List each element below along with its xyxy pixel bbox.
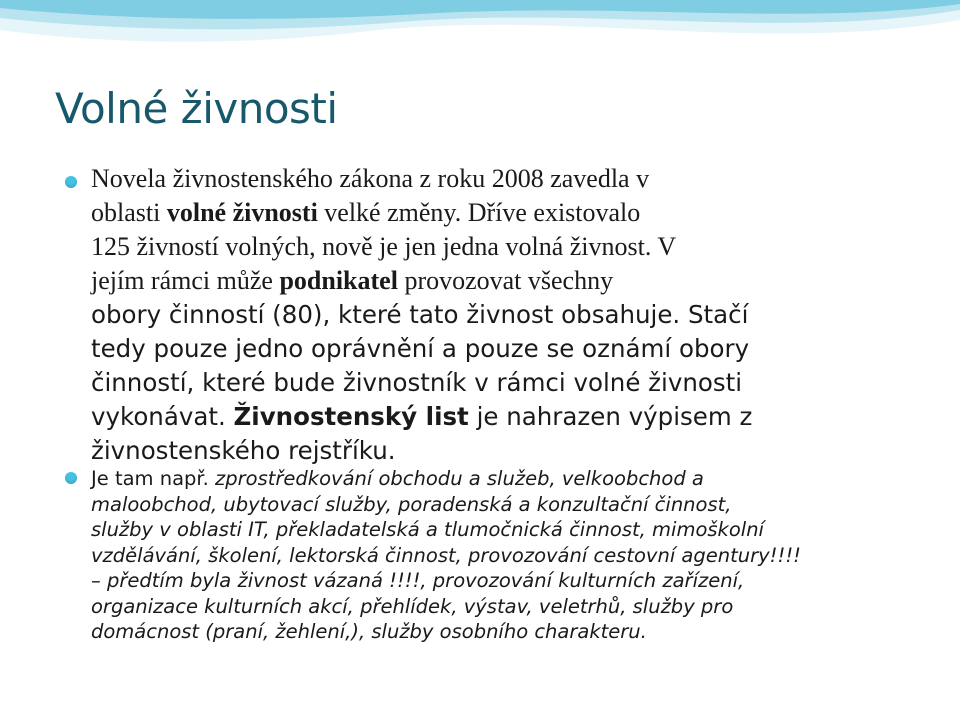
text-span: živnostenského rejstříku. xyxy=(91,436,396,465)
header-wave-decoration xyxy=(0,0,960,70)
bold-term-zivnostensky-list: Živnostenský list xyxy=(233,402,469,431)
text-span: Novela živnostenského zákona z roku 2008 zavedla v xyxy=(91,164,650,193)
text-span: je nahrazen výpisem z xyxy=(468,402,753,431)
text-span: obory činností (80), které tato živnost obsahuje. Stačí xyxy=(91,300,749,329)
text-span: jejím rámci může xyxy=(91,266,280,295)
text-span: Je tam např. xyxy=(91,467,216,490)
bullet-paragraph-2 xyxy=(91,466,951,645)
bold-term-volne-zivnosti: volné živnosti xyxy=(166,198,318,227)
italic-text: zprostředkování obchodu a služeb, velkoobchod a xyxy=(215,467,704,490)
text-span: oblasti xyxy=(91,198,167,227)
italic-text: domácnost (praní, žehlení,), služby osobního charakteru. xyxy=(91,620,647,643)
text-span: tedy pouze jedno oprávnění a pouze se oznámí obory xyxy=(91,334,750,363)
italic-text: – předtím byla živnost vázaná !!!!, provozování kulturních zařízení, xyxy=(91,569,745,592)
italic-text: maloobchod, ubytovací služby, poradenská a konzultační činnost, xyxy=(91,492,732,516)
bullet-paragraph-1 xyxy=(91,162,941,468)
italic-text: organizace kulturních akcí, přehlídek, výstav, veletrhů, služby pro xyxy=(91,594,734,618)
bold-term-podnikatel: podnikatel xyxy=(279,266,398,295)
bullet-icon xyxy=(65,472,77,484)
bullet-icon xyxy=(65,176,77,188)
italic-text: služby v oblasti IT, překladatelská a tlumočnická činnost, mimoškolní xyxy=(91,518,764,541)
text-span: velké změny. Dříve existovalo xyxy=(317,198,641,227)
text-span: 125 živností volných, nově je jen jedna volná živnost. V xyxy=(91,232,677,261)
text-span: činností, které bude živnostník v rámci volné živnosti xyxy=(91,368,743,397)
text-span: vykonávat. xyxy=(91,402,234,431)
italic-text: vzdělávání, školení, lektorská činnost, provozování cestovní agentury!!!! xyxy=(91,543,801,567)
slide-title: Volné živnosti xyxy=(55,84,338,133)
text-span: provozovat všechny xyxy=(397,266,614,295)
